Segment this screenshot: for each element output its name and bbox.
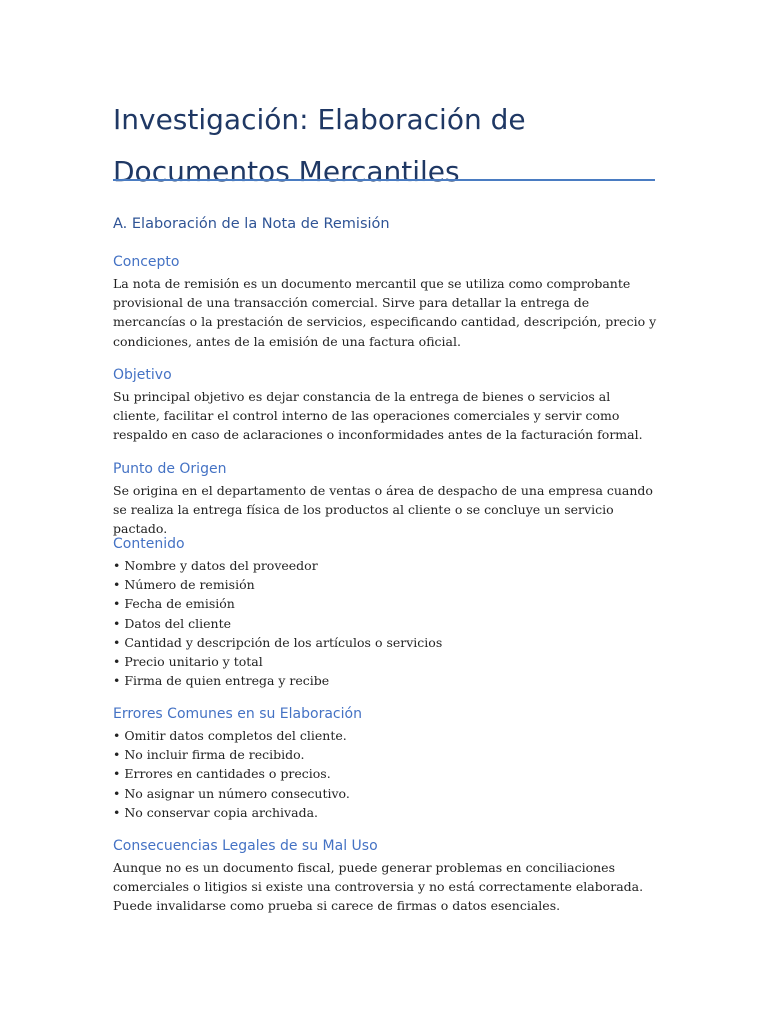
errores-section: [113, 702, 658, 822]
objetivo-text: Su principal objetivo es dejar constancia de la entrega de bienes o servicios al cliente, facilitar el control interno de las operaciones comerciales y servir como respaldo en caso de aclaraciones o inconformidades antes de la facturación formal.: [113, 389, 643, 443]
concepto-section: [113, 250, 658, 351]
origen-text: Se origina en el departamento de ventas o área de despacho de una empresa cuando se realiza la entrega física de los productos al cliente o se concluye un servicio pactado.: [113, 483, 653, 537]
errores-item: • No asignar un número consecutivo.: [113, 784, 658, 803]
consecuencias-heading: Consecuencias Legales de su Mal Uso: [113, 838, 378, 854]
errores-item: • Omitir datos completos del cliente.: [113, 726, 658, 745]
document-title: [113, 94, 658, 198]
contenido-item: • Número de remisión: [113, 575, 658, 594]
contenido-heading: Contenido: [113, 536, 185, 552]
concepto-heading: Concepto: [113, 254, 180, 270]
concepto-text: La nota de remisión es un documento mercantil que se utiliza como comprobante provisional de una transacción comercial. Sirve para detallar la entrega de mercancías o la prestación de servicios, especificando cantidad, descripción, precio y condiciones, antes de la emisión de una factura oficial.: [113, 276, 657, 349]
origen-heading: Punto de Origen: [113, 461, 227, 477]
document-title-line-2: Documentos Mercantiles: [113, 155, 460, 188]
contenido-section: [113, 532, 658, 690]
origen-section: [113, 457, 658, 539]
contenido-item: • Firma de quien entrega y recibe: [113, 671, 658, 690]
contenido-item: • Fecha de emisión: [113, 594, 658, 613]
errores-item: • Errores en cantidades o precios.: [113, 764, 658, 783]
errores-item: • No conservar copia archivada.: [113, 803, 658, 822]
consecuencias-text: Aunque no es un documento fiscal, puede generar problemas en conciliaciones comerciales o litigios si existe una controversia y no está correctamente elaborada. Puede invalidarse como prueba si carece de firmas o datos esenciales.: [113, 860, 644, 914]
contenido-list: [113, 556, 658, 690]
title-divider: [113, 179, 655, 181]
contenido-item: • Cantidad y descripción de los artículos o servicios: [113, 633, 658, 652]
section-heading: A. Elaboración de la Nota de Remisión: [113, 216, 390, 232]
contenido-item: • Nombre y datos del proveedor: [113, 556, 658, 575]
contenido-item: • Precio unitario y total: [113, 652, 658, 671]
objetivo-section: [113, 363, 658, 445]
errores-list: [113, 726, 658, 822]
errores-item: • No incluir firma de recibido.: [113, 745, 658, 764]
errores-heading: Errores Comunes en su Elaboración: [113, 706, 362, 722]
consecuencias-section: [113, 834, 658, 916]
contenido-item: • Datos del cliente: [113, 614, 658, 633]
objetivo-heading: Objetivo: [113, 367, 172, 383]
document-title-line-1: Investigación: Elaboración de: [113, 103, 526, 136]
